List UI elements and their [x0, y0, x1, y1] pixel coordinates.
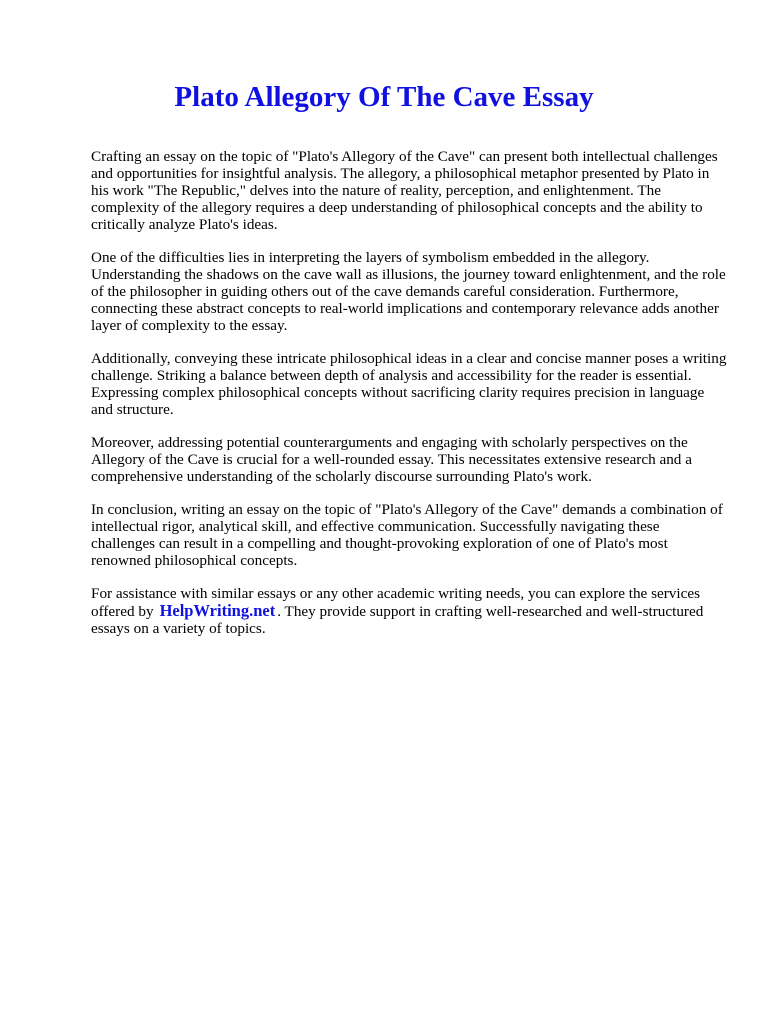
paragraph-intro: Crafting an essay on the topic of "Plato's Allegory of the Cave" can present both intellectual challenges and opportunities for insightful analysis. The allegory, a philosophical metaphor presented by Plato in his work "The Republic," delves into the nature of reality, perception, and enlightenment. The complexity of the allegory requires a deep understanding of philosophical concepts and the ability to critically analyze Plato's ideas. — [91, 148, 718, 233]
document-title: Plato Allegory Of The Cave Essay — [174, 81, 594, 113]
paragraph-conveying: Additionally, conveying these intricate philosophical ideas in a clear and concise manner poses a writing challenge. Striking a balance between depth of analysis and accessibility for the reader is essential. Expressing complex philosophical concepts without sacrificing clarity requires precision in language and structure. — [91, 350, 727, 418]
closing-text-after-link: . They provide support in crafting well-researched and well-structured essays on a variety of topics. — [91, 603, 704, 637]
paragraph-conclusion: In conclusion, writing an essay on the topic of "Plato's Allegory of the Cave" demands a combination of intellectual rigor, analytical skill, and effective communication. Successfully navigating these challenges can result in a compelling and thought-provoking exploration of one of Plato's most renowned philosophical concepts. — [91, 501, 723, 569]
closing-text-before-link: For assistance with similar essays or any other academic writing needs, you can explore the services offered by — [91, 585, 700, 620]
paragraph-counterarguments: Moreover, addressing potential counterarguments and engaging with scholarly perspectives on the Allegory of the Cave is crucial for a well-rounded essay. This necessitates extensive research and a comprehensive understanding of the scholarly discourse surrounding Plato's work. — [91, 434, 692, 485]
paragraph-difficulties: One of the difficulties lies in interpreting the layers of symbolism embedded in the allegory. Understanding the shadows on the cave wall as illusions, the journey toward enlightenment, and the role of the philosopher in guiding others out of the cave demands careful consideration. Furthermore, connecting these abstract concepts to real-world implications and contemporary relevance adds another layer of complexity to the essay. — [91, 249, 726, 334]
helpwriting-link[interactable]: HelpWriting.net — [159, 601, 276, 620]
paragraph-closing — [91, 585, 727, 637]
